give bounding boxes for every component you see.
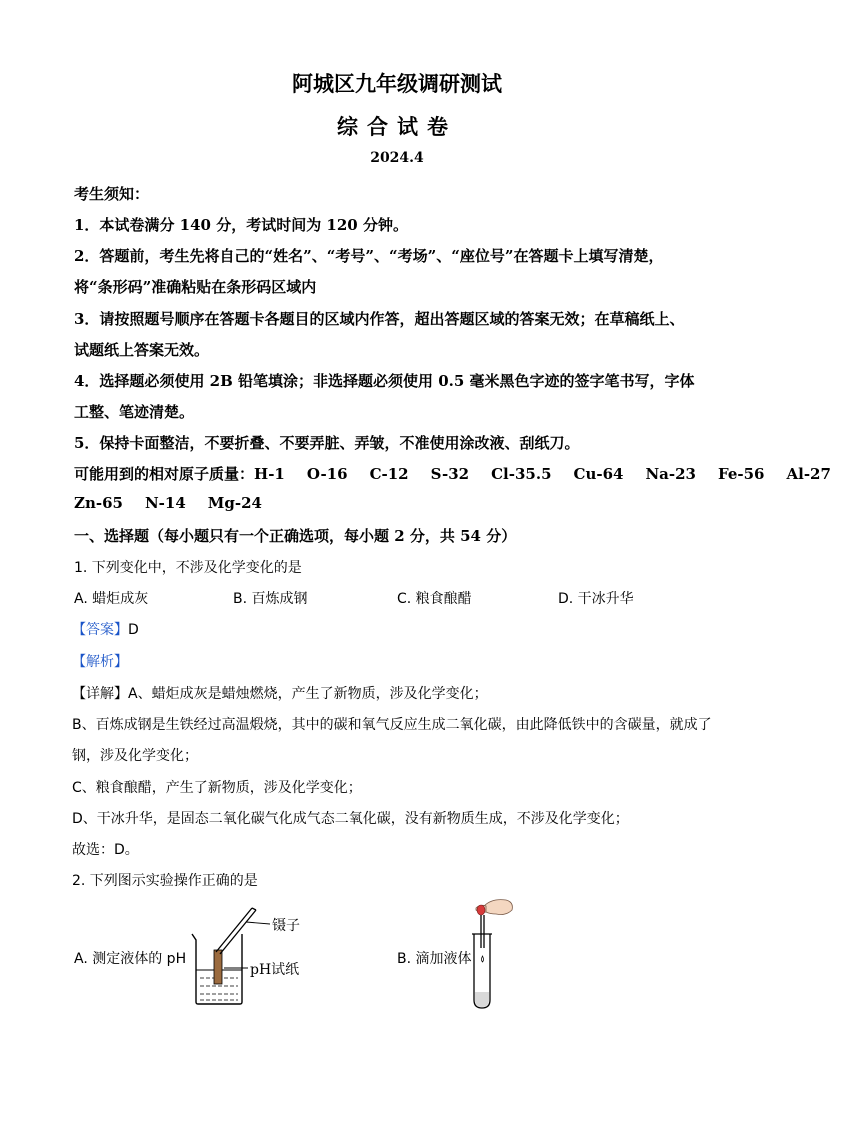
atomic-mass: Fe-56 — [718, 465, 765, 483]
option-b: B. 滴加液体 — [397, 951, 472, 967]
atomic-mass: S-32 — [430, 465, 470, 483]
detail-line: C、粮食酿醋，产生了新物质，涉及化学变化； — [72, 780, 362, 796]
atomic-mass: Al-27 — [786, 465, 831, 483]
notice-heading: 考生须知： — [74, 185, 150, 203]
atomic-mass: H-1 — [254, 465, 285, 483]
atomic-mass: C-12 — [369, 465, 409, 483]
answer-value: D — [128, 622, 139, 638]
test-tube-icon — [472, 934, 492, 1008]
dropping-liquid-figure — [462, 896, 522, 1012]
option-c: C. 粮食酿醋 — [397, 591, 472, 607]
detail-line: B、百炼成钢是生铁经过高温煅烧，其中的碳和氧气反应生成二氧化碳，由此降低铁中的含碳量，就成了 — [72, 717, 712, 733]
atomic-mass: N-14 — [144, 494, 186, 512]
tweezers-pointer — [246, 922, 270, 924]
detail-line — [72, 683, 488, 703]
answer-tag: 【答案】 — [72, 622, 128, 638]
ph-paper-icon — [214, 950, 222, 984]
atomic-mass-label: 可能用到的相对原子质量： — [74, 465, 255, 483]
detail-tag: 【详解】 — [72, 686, 128, 702]
option-a: A. 蜡炬成灰 — [74, 591, 149, 607]
dropper-icon — [477, 905, 485, 948]
atomic-mass: Zn-65 — [74, 494, 123, 512]
droplet-icon — [482, 956, 484, 962]
detail-line: 钢，涉及化学变化； — [72, 748, 198, 764]
notice-item: 1．本试卷满分 140 分，考试时间为 120 分钟。 — [74, 216, 408, 234]
atomic-mass-line — [74, 463, 853, 484]
atomic-mass: Mg-24 — [207, 494, 262, 512]
ph-paper-label: pH试纸 — [250, 962, 300, 978]
detail-line: D、干冰升华，是固态二氧化碳气化成气态二氧化碳，没有新物质生成，不涉及化学变化； — [72, 811, 629, 827]
atomic-mass: Cl-35.5 — [491, 465, 552, 483]
answer-line — [72, 619, 139, 639]
tweezers-icon — [216, 908, 256, 954]
notice-item: 工整、笔迹清楚。 — [74, 403, 195, 421]
option-b: B. 百炼成钢 — [233, 591, 308, 607]
section-heading: 一、选择题（每小题只有一个正确选项，每小题 2 分，共 54 分） — [74, 527, 517, 545]
analysis-tag: 【解析】 — [72, 654, 128, 670]
notice-item: 试题纸上答案无效。 — [74, 341, 210, 359]
notice-item: 将“条形码”准确粘贴在条形码区域内 — [74, 278, 317, 296]
option-d: D. 干冰升华 — [558, 591, 634, 607]
atomic-mass: Cu-64 — [573, 465, 624, 483]
exam-date: 2024.4 — [370, 150, 424, 166]
atomic-mass: O-16 — [306, 465, 348, 483]
page-title: 阿城区九年级调研测试 — [292, 71, 502, 96]
ph-measurement-figure — [186, 900, 316, 1010]
notice-item: 5．保持卡面整洁，不要折叠、不要弄脏、弄皱，不准使用涂改液、刮纸刀。 — [74, 434, 580, 452]
atomic-mass-line — [74, 494, 284, 512]
detail-line: 故选：D。 — [72, 842, 139, 858]
notice-item: 3．请按照题号顺序在答题卡各题目的区域内作答，超出答题区域的答案无效；在草稿纸上、 — [74, 310, 685, 328]
atomic-mass: Na-23 — [645, 465, 696, 483]
page-subtitle: 综合试卷 — [337, 114, 457, 139]
notice-item: 4．选择题必须使用 2B 铅笔填涂；非选择题必须使用 0.5 毫米黑色字迹的签字笔书写，字体 — [74, 372, 695, 390]
option-a: A. 测定液体的 pH — [74, 951, 187, 967]
tweezers-label: 镊子 — [272, 918, 300, 934]
detail-text: A、蜡炬成灰是蜡烛燃烧，产生了新物质，涉及化学变化； — [128, 686, 488, 702]
question-stem: 2. 下列图示实验操作正确的是 — [72, 873, 258, 889]
question-stem: 1. 下列变化中，不涉及化学变化的是 — [74, 560, 302, 576]
notice-item: 2．答题前，考生先将自己的“姓名”、“考号”、“考场”、“座位号”在答题卡上填写清楚， — [74, 247, 664, 265]
